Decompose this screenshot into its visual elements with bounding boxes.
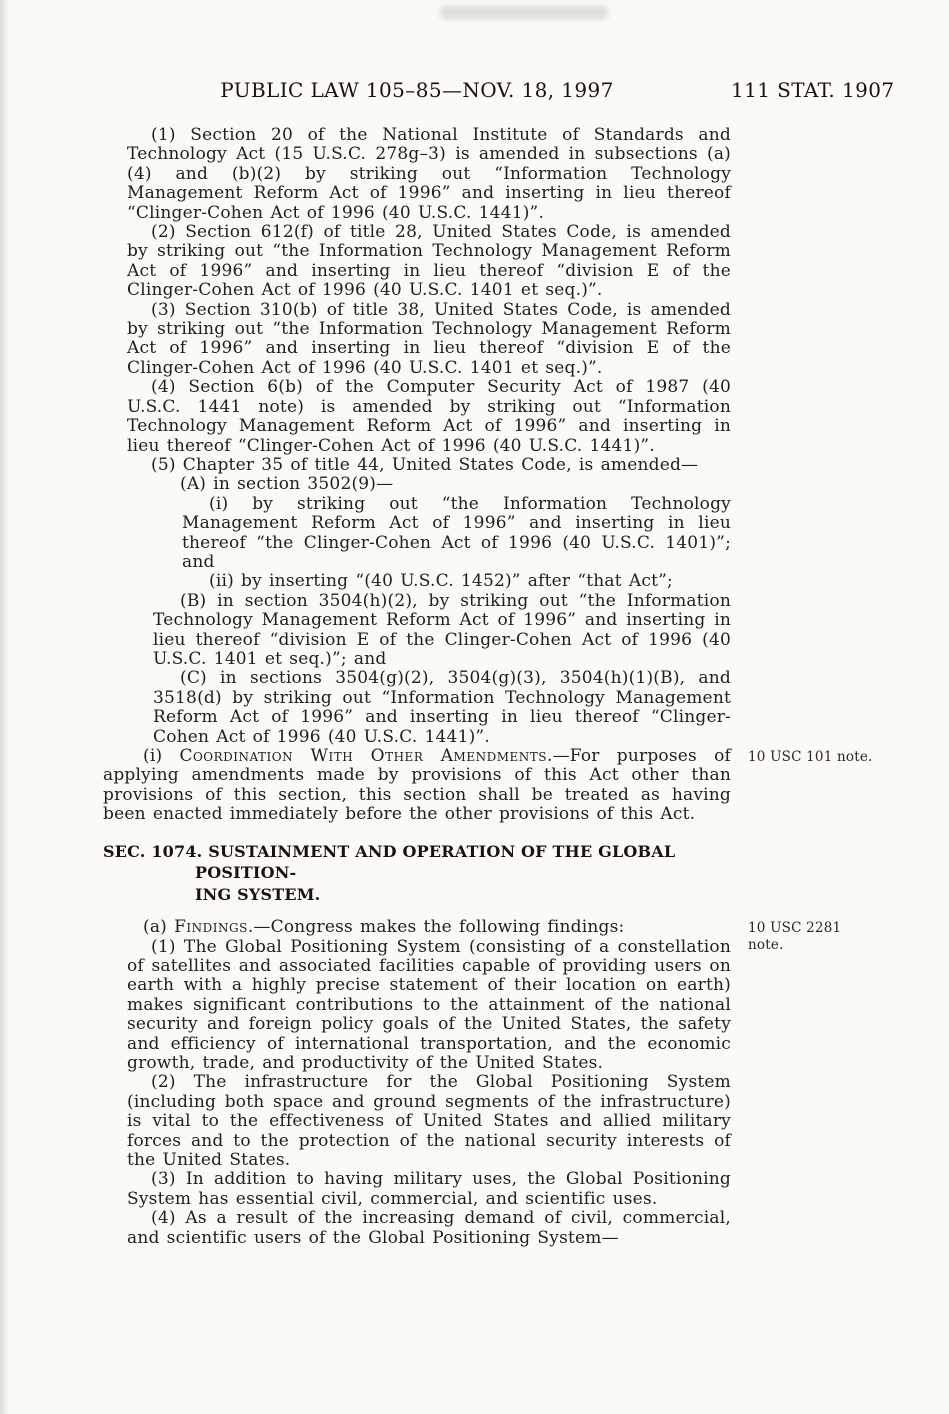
- margin-note-2281-line2: note.: [748, 937, 784, 954]
- clause-5B-section-3504h2: (B) in section 3504(h)(2), by striking out “the Information Technology Management Reform Act of 1996” and inserting in lieu thereof “division E of the Clinger-Cohen Act of 1996 (40 U.S.C. 1401 et seq.)”; and: [153, 590, 731, 669]
- finding-2-gps-infrastructure: (2) The infrastructure for the Global Positioning System (including both space and ground segments of the infrastructure) is vital to the effectiveness of United States and allied military forces and to the protection of the national security interests of the United States.: [127, 1072, 731, 1170]
- subsection-a-findings: [103, 917, 842, 954]
- coordination-prefix: (i): [143, 746, 180, 766]
- section-1074-heading-line1: SEC. 1074. SUSTAINMENT AND OPERATION OF THE GLOBAL POSITION-: [103, 841, 676, 883]
- clause-4-computer-security-act: (4) Section 6(b) of the Computer Security Act of 1987 (40 U.S.C. 1441 note) is amended by striking out “Information Technology Management Reform Act of 1996” and inserting in lieu thereof “Clinger-Cohen Act of 1996 (40 U.S.C. 1441)”.: [127, 377, 731, 456]
- finding-3-civil-uses: (3) In addition to having military uses, the Global Positioning System has essential civil, commercial, and scientific uses.: [127, 1169, 731, 1209]
- margin-note-10-usc-101: 10 USC 101 note.: [748, 749, 873, 765]
- clause-5A-section-3502: (A) in section 3502(9)—: [180, 474, 394, 495]
- subsection-i-coordination: [103, 746, 873, 825]
- scan-smudge-artifact: [440, 6, 608, 19]
- running-head-stat-page: 111 STAT. 1907: [731, 78, 895, 102]
- coordination-body-text: .—For purposes of applying amendments made by provisions of this Act other than provisions of this section, this section shall be treated as having been enacted immediately before the other provisions of this Act.: [103, 746, 732, 825]
- running-head-law-number: PUBLIC LAW 105–85—NOV. 18, 1997: [220, 78, 614, 102]
- clause-3-title-38: (3) Section 310(b) of title 38, United States Code, is amended by striking out “the Information Technology Management Reform Act of 1996” and inserting in lieu thereof “division E of the Clinger-Cohen Act of 1996 (40 U.S.C. 1401 et seq.)”.: [127, 299, 731, 378]
- coordination-smallcaps-title: Coordination With Other Amendments: [179, 746, 547, 766]
- finding-4-increasing-demand: (4) As a result of the increasing demand of civil, commercial, and scientific users of the Global Positioning System—: [127, 1208, 731, 1248]
- clause-5-chapter-35: (5) Chapter 35 of title 44, United States Code, is amended—: [151, 454, 699, 475]
- running-head: [103, 78, 895, 102]
- statute-text-column: [103, 125, 873, 1248]
- clause-5C-sections-3504g: (C) in sections 3504(g)(2), 3504(g)(3), 3504(h)(1)(B), and 3518(d) by striking out “Information Technology Management Reform Act of 1996” and inserting in lieu thereof “Clinger-Cohen Act of 1996 (40 U.S.C. 1441)”.: [153, 668, 731, 747]
- margin-note-2281-line1: 10 USC 2281: [748, 920, 842, 937]
- section-1074-heading: [103, 841, 731, 906]
- margin-note-10-usc-2281: [748, 920, 878, 954]
- findings-prefix: (a): [143, 917, 175, 938]
- clause-5A-i: (i) by striking out “the Information Technology Management Reform Act of 1996” and inserting in lieu thereof “the Clinger-Cohen Act of 1996 (40 U.S.C. 1401)”; and: [182, 493, 731, 572]
- clause-5A-ii: (ii) by inserting “(40 U.S.C. 1452)” after “that Act”;: [209, 571, 673, 592]
- section-1074-heading-line2: ING SYSTEM.: [195, 884, 321, 904]
- findings-intro-text: .—Congress makes the following findings:: [247, 917, 625, 938]
- finding-1-gps-contributions: (1) The Global Positioning System (consisting of a constellation of satellites and associated facilities capable of providing users on earth with a highly precise statement of their location on earth) makes significant contributions to the attainment of the national security and foreign policy goals of the United States, the safety and efficiency of international transportation, and the economic growth, trade, and productivity of the United States.: [127, 936, 731, 1073]
- clause-1-nist-act: (1) Section 20 of the National Institute of Standards and Technology Act (15 U.S.C. 278g–3) is amended in subsections (a)(4) and (b)(2) by striking out “Information Technology Management Reform Act of 1996” and inserting in lieu thereof “Clinger-Cohen Act of 1996 (40 U.S.C. 1441)”.: [127, 125, 731, 223]
- clause-2-title-28: (2) Section 612(f) of title 28, United States Code, is amended by striking out “the Information Technology Management Reform Act of 1996” and inserting in lieu thereof “division E of the Clinger-Cohen Act of 1996 (40 U.S.C. 1401 et seq.)”.: [127, 222, 731, 301]
- findings-smallcaps-title: Findings: [174, 917, 248, 938]
